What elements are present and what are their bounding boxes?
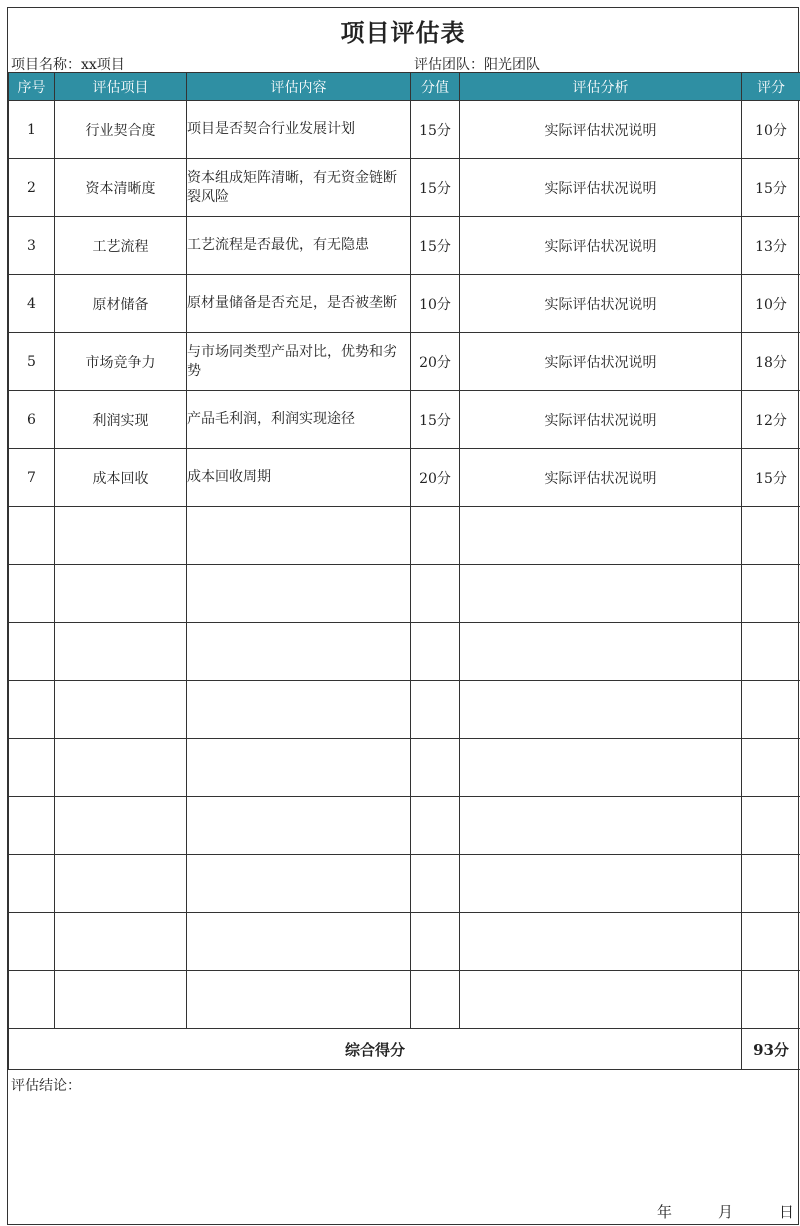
- date-line: [657, 1201, 794, 1222]
- cell-value: [411, 971, 460, 1029]
- cell-value: 15分: [411, 391, 460, 449]
- empty-row: [9, 739, 800, 797]
- cell-score: [742, 507, 800, 565]
- cell-content: [187, 681, 411, 739]
- table-row: [9, 391, 800, 449]
- cell-item: 工艺流程: [55, 217, 187, 275]
- table-row: [9, 333, 800, 391]
- cell-no: 3: [9, 217, 55, 275]
- date-day: 日: [778, 1203, 794, 1221]
- cell-content: [187, 971, 411, 1029]
- cell-item: [55, 739, 187, 797]
- cell-item: [55, 681, 187, 739]
- col-header-value: 分值: [411, 73, 460, 101]
- cell-analysis: 实际评估状况说明: [460, 217, 742, 275]
- col-header-content: 评估内容: [187, 73, 411, 101]
- cell-content: [187, 623, 411, 681]
- cell-score: 12分: [742, 391, 800, 449]
- project-name-label: 项目名称：xx项目: [11, 57, 125, 73]
- cell-value: [411, 913, 460, 971]
- cell-content: [187, 913, 411, 971]
- cell-value: [411, 855, 460, 913]
- cell-analysis: [460, 971, 742, 1029]
- table-row: [9, 217, 800, 275]
- team-label: 评估团队：阳光团队: [414, 57, 540, 73]
- cell-analysis: [460, 681, 742, 739]
- cell-item: 成本回收: [55, 449, 187, 507]
- cell-item: [55, 855, 187, 913]
- cell-no: [9, 971, 55, 1029]
- cell-content: 产品毛利润，利润实现途径: [187, 391, 411, 449]
- cell-no: 5: [9, 333, 55, 391]
- cell-content: 项目是否契合行业发展计划: [187, 101, 411, 159]
- empty-row: [9, 565, 800, 623]
- cell-content: [187, 855, 411, 913]
- page-title: 项目评估表: [340, 17, 466, 47]
- cell-content: [187, 739, 411, 797]
- cell-no: [9, 623, 55, 681]
- cell-no: [9, 913, 55, 971]
- empty-row: [9, 913, 800, 971]
- conclusion-label: 评估结论：: [11, 1078, 81, 1094]
- cell-analysis: [460, 739, 742, 797]
- cell-value: 15分: [411, 217, 460, 275]
- empty-row: [9, 681, 800, 739]
- cell-no: [9, 797, 55, 855]
- conclusion-area: [8, 1070, 798, 1224]
- cell-value: [411, 507, 460, 565]
- cell-analysis: [460, 623, 742, 681]
- cell-score: [742, 971, 800, 1029]
- cell-item: 利润实现: [55, 391, 187, 449]
- col-header-analysis: 评估分析: [460, 73, 742, 101]
- table-row: [9, 275, 800, 333]
- empty-row: [9, 623, 800, 681]
- empty-row: [9, 971, 800, 1029]
- table-row: [9, 159, 800, 217]
- cell-score: [742, 739, 800, 797]
- cell-item: [55, 913, 187, 971]
- cell-item: [55, 507, 187, 565]
- col-header-no: 序号: [9, 73, 55, 101]
- date-year: 年: [656, 1203, 672, 1221]
- cell-no: [9, 565, 55, 623]
- total-row: [9, 1029, 800, 1070]
- cell-item: 市场竞争力: [55, 333, 187, 391]
- evaluation-sheet: [7, 7, 799, 1225]
- cell-content: 与市场同类型产品对比，优势和劣势: [187, 333, 411, 391]
- cell-score: [742, 913, 800, 971]
- cell-analysis: [460, 913, 742, 971]
- cell-no: 2: [9, 159, 55, 217]
- cell-value: [411, 565, 460, 623]
- cell-item: 行业契合度: [55, 101, 187, 159]
- cell-item: [55, 797, 187, 855]
- cell-score: 15分: [742, 449, 800, 507]
- total-label: 综合得分: [9, 1029, 742, 1070]
- table-header-row: [9, 73, 800, 101]
- cell-value: [411, 681, 460, 739]
- cell-value: [411, 623, 460, 681]
- cell-score: 15分: [742, 159, 800, 217]
- cell-content: [187, 797, 411, 855]
- cell-analysis: 实际评估状况说明: [460, 333, 742, 391]
- cell-analysis: 实际评估状况说明: [460, 449, 742, 507]
- cell-score: 18分: [742, 333, 800, 391]
- col-header-score: 评分: [742, 73, 800, 101]
- cell-no: [9, 507, 55, 565]
- cell-item: [55, 623, 187, 681]
- cell-no: [9, 739, 55, 797]
- cell-value: 20分: [411, 333, 460, 391]
- cell-no: [9, 681, 55, 739]
- cell-value: 10分: [411, 275, 460, 333]
- cell-score: [742, 623, 800, 681]
- cell-item: [55, 971, 187, 1029]
- cell-content: 工艺流程是否最优，有无隐患: [187, 217, 411, 275]
- cell-item: 资本清晰度: [55, 159, 187, 217]
- cell-score: [742, 565, 800, 623]
- cell-content: [187, 507, 411, 565]
- col-header-item: 评估项目: [55, 73, 187, 101]
- cell-no: 7: [9, 449, 55, 507]
- table-row: [9, 449, 800, 507]
- cell-content: 原材量储备是否充足，是否被垄断: [187, 275, 411, 333]
- cell-score: [742, 681, 800, 739]
- cell-content: 成本回收周期: [187, 449, 411, 507]
- evaluation-table: [8, 72, 800, 1070]
- cell-no: [9, 855, 55, 913]
- cell-analysis: [460, 855, 742, 913]
- cell-analysis: [460, 797, 742, 855]
- cell-score: 10分: [742, 275, 800, 333]
- empty-row: [9, 855, 800, 913]
- cell-content: [187, 565, 411, 623]
- empty-row: [9, 797, 800, 855]
- cell-analysis: 实际评估状况说明: [460, 159, 742, 217]
- cell-analysis: 实际评估状况说明: [460, 391, 742, 449]
- cell-analysis: [460, 565, 742, 623]
- cell-analysis: [460, 507, 742, 565]
- cell-content: 资本组成矩阵清晰，有无资金链断裂风险: [187, 159, 411, 217]
- cell-score: [742, 797, 800, 855]
- empty-row: [9, 507, 800, 565]
- total-score: 93分: [742, 1029, 800, 1070]
- cell-no: 6: [9, 391, 55, 449]
- cell-item: [55, 565, 187, 623]
- cell-analysis: 实际评估状况说明: [460, 101, 742, 159]
- cell-value: 15分: [411, 159, 460, 217]
- cell-score: 10分: [742, 101, 800, 159]
- cell-value: [411, 797, 460, 855]
- cell-no: 4: [9, 275, 55, 333]
- table-row: [9, 101, 800, 159]
- cell-analysis: 实际评估状况说明: [460, 275, 742, 333]
- cell-value: [411, 739, 460, 797]
- cell-score: [742, 855, 800, 913]
- cell-item: 原材储备: [55, 275, 187, 333]
- cell-score: 13分: [742, 217, 800, 275]
- cell-no: 1: [9, 101, 55, 159]
- cell-value: 20分: [411, 449, 460, 507]
- date-month: 月: [717, 1203, 733, 1221]
- cell-value: 15分: [411, 101, 460, 159]
